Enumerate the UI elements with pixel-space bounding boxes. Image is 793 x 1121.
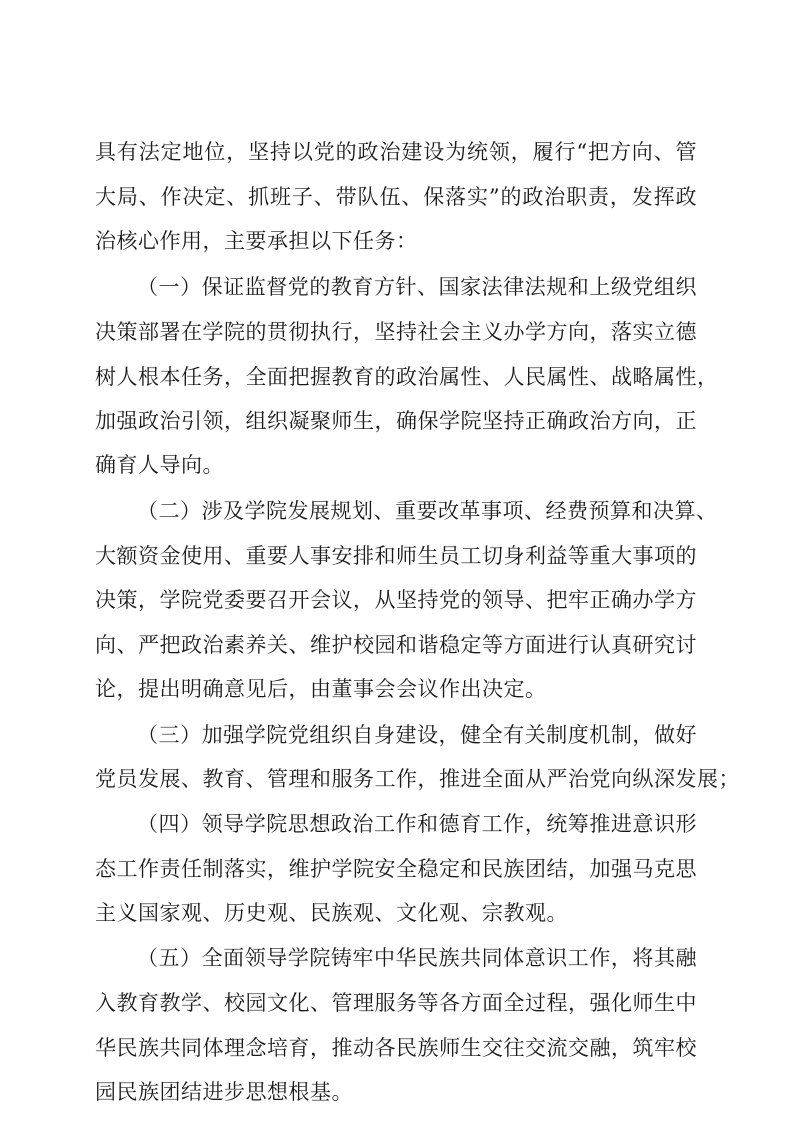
paragraph-3-first-line: （三）加强学院党组织自身建设，健全有关制度机制，做好	[137, 723, 697, 747]
paragraph-5-first-line: （五）全面领导学院铸牢中华民族共同体意识工作，将其融	[137, 946, 697, 970]
text-line: 大额资金使用、重要人事安排和师生员工切身利益等重大事项的	[95, 544, 697, 568]
text-line: 向、严把政治素养关、维护校园和谐稳定等方面进行认真研究讨	[95, 633, 697, 657]
text-line: 主义国家观、历史观、民族观、文化观、宗教观。	[95, 901, 568, 925]
text-line: 华民族共同体理念培育，推动各民族师生交往交流交融，筑牢校	[95, 1036, 697, 1060]
text-line: 态工作责任制落实，维护学院安全稳定和民族团结，加强马克思	[95, 857, 697, 881]
text-line: 确育人导向。	[95, 453, 224, 477]
text-line: 决策部署在学院的贯彻执行，坚持社会主义办学方向，落实立德	[95, 320, 697, 344]
text-line: 党员发展、教育、管理和服务工作，推进全面从严治党向纵深发展；	[95, 767, 740, 791]
paragraph-4-first-line: （四）领导学院思想政治工作和德育工作，统筹推进意识形	[137, 812, 697, 836]
text-line: 树人根本任务，全面把握教育的政治属性、人民属性、战略属性，	[95, 365, 719, 389]
text-line: 治核心作用，主要承担以下任务：	[95, 229, 418, 253]
text-line: 大局、作决定、抓班子、带队伍、保落实”的政治职责，发挥政	[95, 185, 697, 209]
text-line: 论，提出明确意见后，由董事会会议作出决定。	[95, 677, 547, 701]
text-line: 园民族团结进步思想根基。	[95, 1080, 353, 1104]
text-line: 入教育教学、校园文化、管理服务等各方面全过程，强化师生中	[95, 991, 697, 1015]
text-line: 决策，学院党委要召开会议，从坚持党的领导、把牢正确办学方	[95, 588, 697, 612]
text-line: 具有法定地位，坚持以党的政治建设为统领，履行“把方向、管	[95, 140, 697, 164]
paragraph-1-first-line: （一）保证监督党的教育方针、国家法律法规和上级党组织	[137, 275, 697, 299]
text-line: 加强政治引领，组织凝聚师生，确保学院坚持正确政治方向，正	[95, 409, 697, 433]
paragraph-2-first-line: （二）涉及学院发展规划、重要改革事项、经费预算和决算、	[137, 499, 718, 523]
